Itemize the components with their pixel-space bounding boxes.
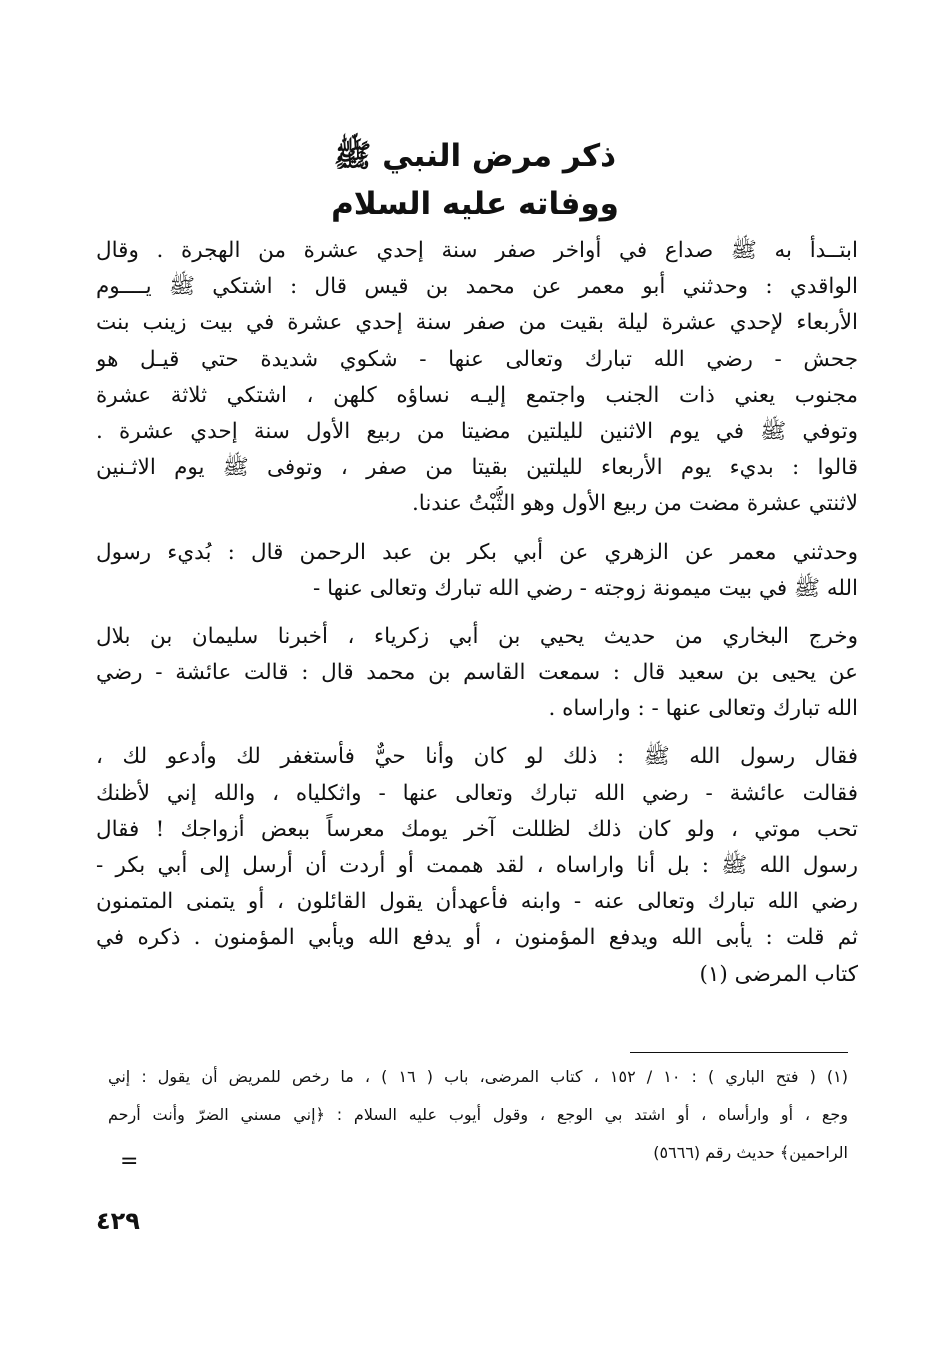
text-line: ابتــدأ به ﷺ صداع في أواخر صفر سنة إحدي عشرة من الهجرة . وقال	[96, 238, 858, 263]
chapter-title-line-2: ووفاته عليه السلام	[331, 186, 619, 222]
text-line: مجنوب يعني ذات الجنب واجتمع إليـه نساؤه كلهن ، اشتكي ثلاثة عشرة	[96, 382, 858, 408]
text-line: رضي الله تبارك وتعالى عنه - وابنه فأعهدأن يقول القائلون ، أو يتمنى المتمنون	[96, 889, 858, 915]
text-line: جحش - رضي الله تبارك وتعالى عنها - شكوي شديدة حتي قيـل هو	[96, 346, 858, 372]
page-number: ٤٢٩	[96, 1207, 140, 1235]
text-line: كتاب المرضى (١)	[699, 961, 858, 987]
footnote-continuation-mark: =	[120, 1149, 139, 1174]
paragraph-3	[96, 619, 858, 728]
paragraph-1	[96, 233, 858, 523]
footnote-line: الراحمين﴾ حديث رقم (٥٦٦٦)	[653, 1143, 848, 1162]
paragraph-4	[96, 739, 858, 992]
text-line: ثم قلت : يأبى الله ويدفع المؤمنون ، أو يدفع الله ويأبي المؤمنون . ذكره في	[96, 925, 858, 951]
text-line: فقال رسول الله ﷺ : ذلك لو كان وأنا حيٌّ فأستغفر لك وأدعو لك ،	[96, 744, 858, 770]
text-line: لاثنتي عشرة مضت من ربيع الأول وهو الثُّبْتُ عندنا.	[411, 491, 858, 517]
text-line: فقالت عائشة - رضي الله تبارك وتعالى عنها - واثكلياه ، والله إني لأظنك	[96, 780, 858, 806]
footnote-line: وجع ، أو وارأساه ، أو اشتد بي الوجع ، وقول أيوب عليه السلام : ﴿إني مسني الضرّ وأنت أرحم	[108, 1105, 848, 1124]
text-line: وخرج البخاري من حديث يحيي بن أبي زكرياء ، أخبرنا سليمان بن بلال	[96, 623, 858, 649]
main-text	[96, 233, 858, 1005]
text-line: قالوا : بديء يوم الأربعاء لليلتين بقيتا من صفر ، وتوفى ﷺ يوم الاثـنين	[96, 455, 858, 481]
text-line: الله تبارك وتعالى عنها - : واراساه .	[548, 696, 858, 722]
text-line: تحب موتي ، ولو كان ذلك لظللت آخر يومك معرساً ببعض أزواجك ! فقال	[96, 816, 858, 842]
footnote-divider	[630, 1052, 848, 1053]
text-line: الواقدي : وحدثني أبو معمر عن محمد بن قيس قال : اشتكي ﷺ يــــوم	[96, 274, 858, 300]
chapter-title-line-1: ذكر مرض النبي ﷺ	[333, 138, 617, 174]
text-line: رسول الله ﷺ : بل أنا واراساه ، لقد هممت أو أردت أن أرسل إلى أبي بكر -	[96, 853, 858, 878]
text-line: الأربعاء لإحدي عشرة ليلة بقيت من صفر سنة إحدي عشرة في بيت زينب بنت	[96, 310, 858, 336]
footnote	[108, 1058, 848, 1172]
paragraph-2	[96, 535, 858, 607]
text-line: عن يحيى بن سعيد قال : سمعت القاسم بن محمد قال : قالت عائشة - رضي	[96, 660, 858, 686]
text-line: الله ﷺ في بيت ميمونة زوجته - رضي الله تبارك وتعالى عنها -	[313, 575, 858, 601]
text-line: وحدثني معمر عن الزهري عن أبي بكر بن عبد الرحمن قال : بُديء رسول	[96, 539, 858, 565]
chapter-title	[100, 132, 850, 228]
text-line: وتوفي ﷺ في يوم الاثنين لليلتين مضيتا من ربيع الأول سنة إحدي عشرة .	[96, 418, 858, 444]
footnote-line: (١) ( فتح الباري ) : ١٠ / ١٥٢ ، كتاب المرضى، باب ( ١٦ ) ، ما رخص للمريض أن يقول : إني	[108, 1067, 848, 1086]
